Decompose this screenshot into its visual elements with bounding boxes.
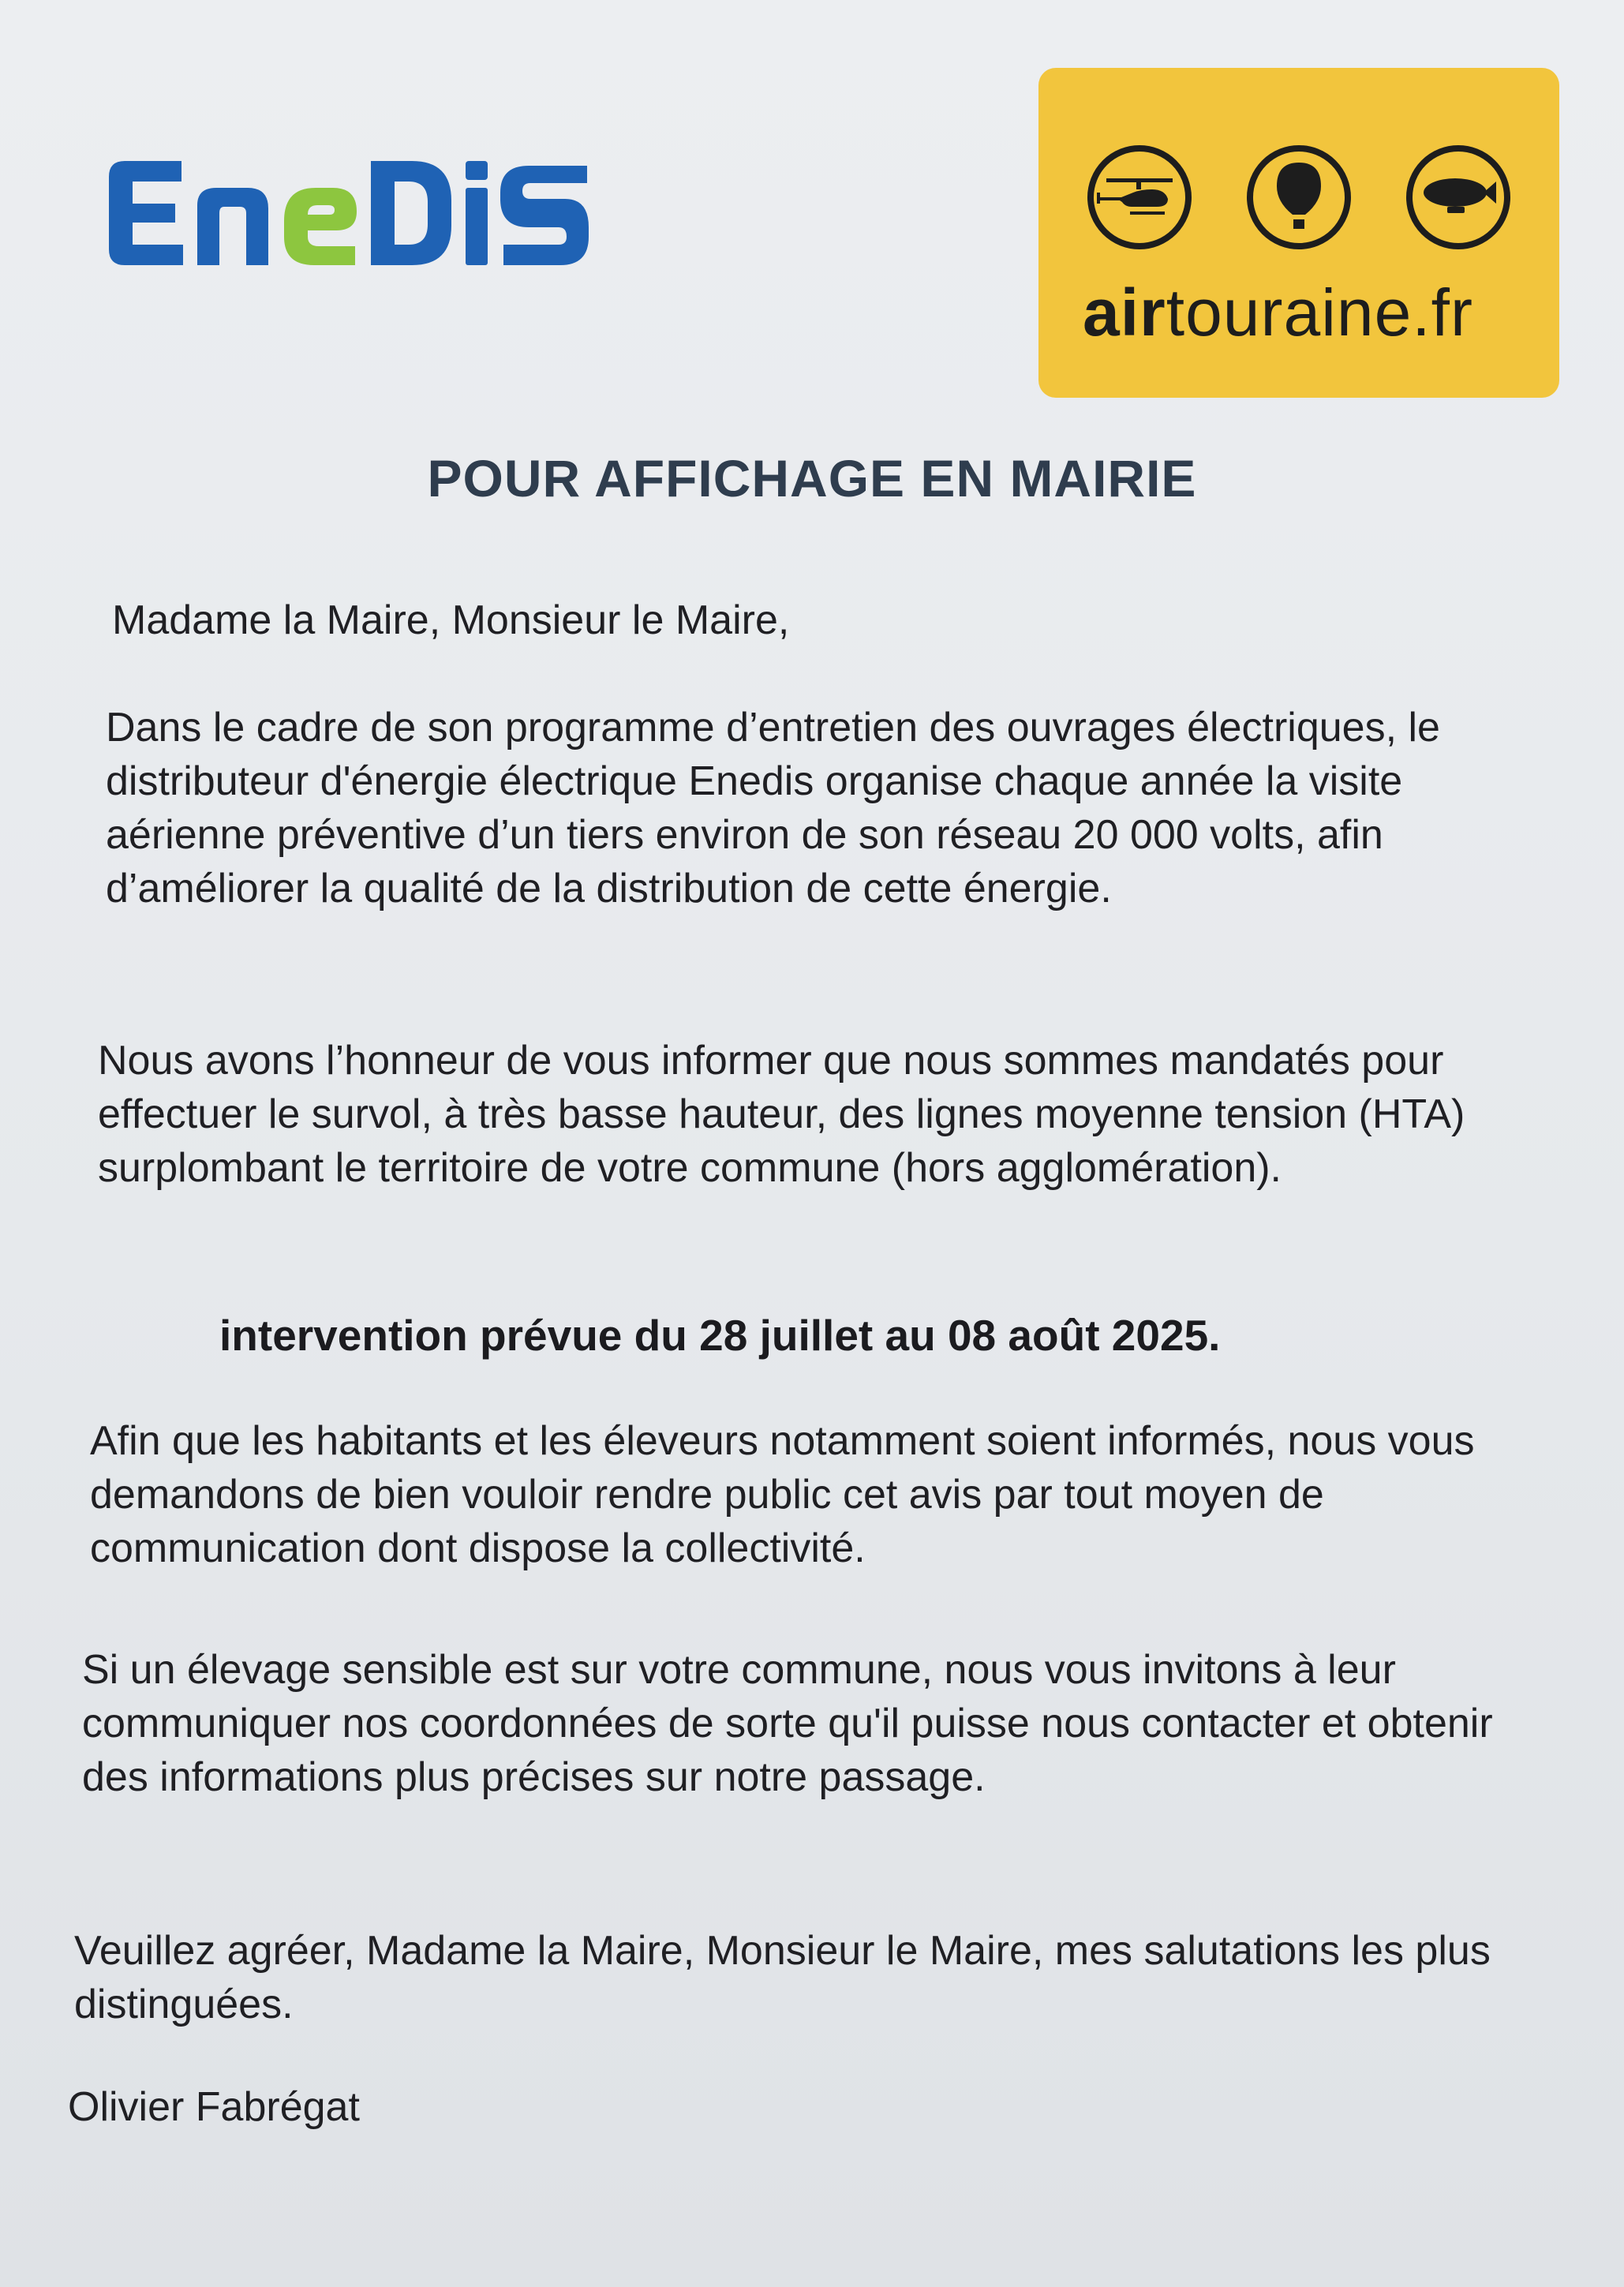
airtouraine-logo xyxy=(1038,68,1559,398)
airtouraine-wordmark xyxy=(1083,257,1525,368)
letter-signature: Olivier Fabrégat xyxy=(68,2084,360,2130)
letter-paragraph-1: Dans le cadre de son programme d’entretien des ouvrages électriques, le distributeur d'énergie électrique Enedis organise chaque année la visite aérienne préventive d’un tiers environ de son réseau 20 000 volts, afin d’améliorer la qualité de la distribution de cette énergie. xyxy=(106,705,1440,911)
letter-paragraph-2: Nous avons l’honneur de vous informer que nous sommes mandatés pour effectuer le survol, à très basse hauteur, des lignes moyenne tension (HTA) surplombant le territoire de votre commune (hors agglomération). xyxy=(98,1038,1465,1191)
letter-salutation: Madame la Maire, Monsieur le Maire, xyxy=(112,597,790,643)
airtouraine-wordmark-rest: touraine.fr xyxy=(1166,275,1473,350)
enedis-logo xyxy=(104,155,593,273)
letter-paragraph-4: Si un élevage sensible est sur votre commune, nous vous invitons à leur communiquer nos coordonnées de sorte qu'il puisse nous contacter et obtenir des informations plus précises sur notre passage. xyxy=(82,1647,1493,1800)
notice-headline: POUR AFFICHAGE EN MAIRIE xyxy=(427,449,1197,507)
letter-paragraph-3: Afin que les habitants et les éleveurs notamment soient informés, nous vous demandons de bien vouloir rendre public cet avis par tout moyen de communication dont dispose la collectivité. xyxy=(90,1418,1475,1571)
balloon-icon xyxy=(1245,144,1353,251)
blimp-icon xyxy=(1405,144,1512,251)
airtouraine-wordmark-bold: air xyxy=(1083,275,1166,350)
helicopter-icon xyxy=(1086,144,1193,251)
intervention-dates: intervention prévue du 28 juillet au 08 août 2025. xyxy=(219,1311,1221,1360)
letter-closing: Veuillez agréer, Madame la Maire, Monsieur le Maire, mes salutations les plus distinguées. xyxy=(74,1928,1491,2027)
